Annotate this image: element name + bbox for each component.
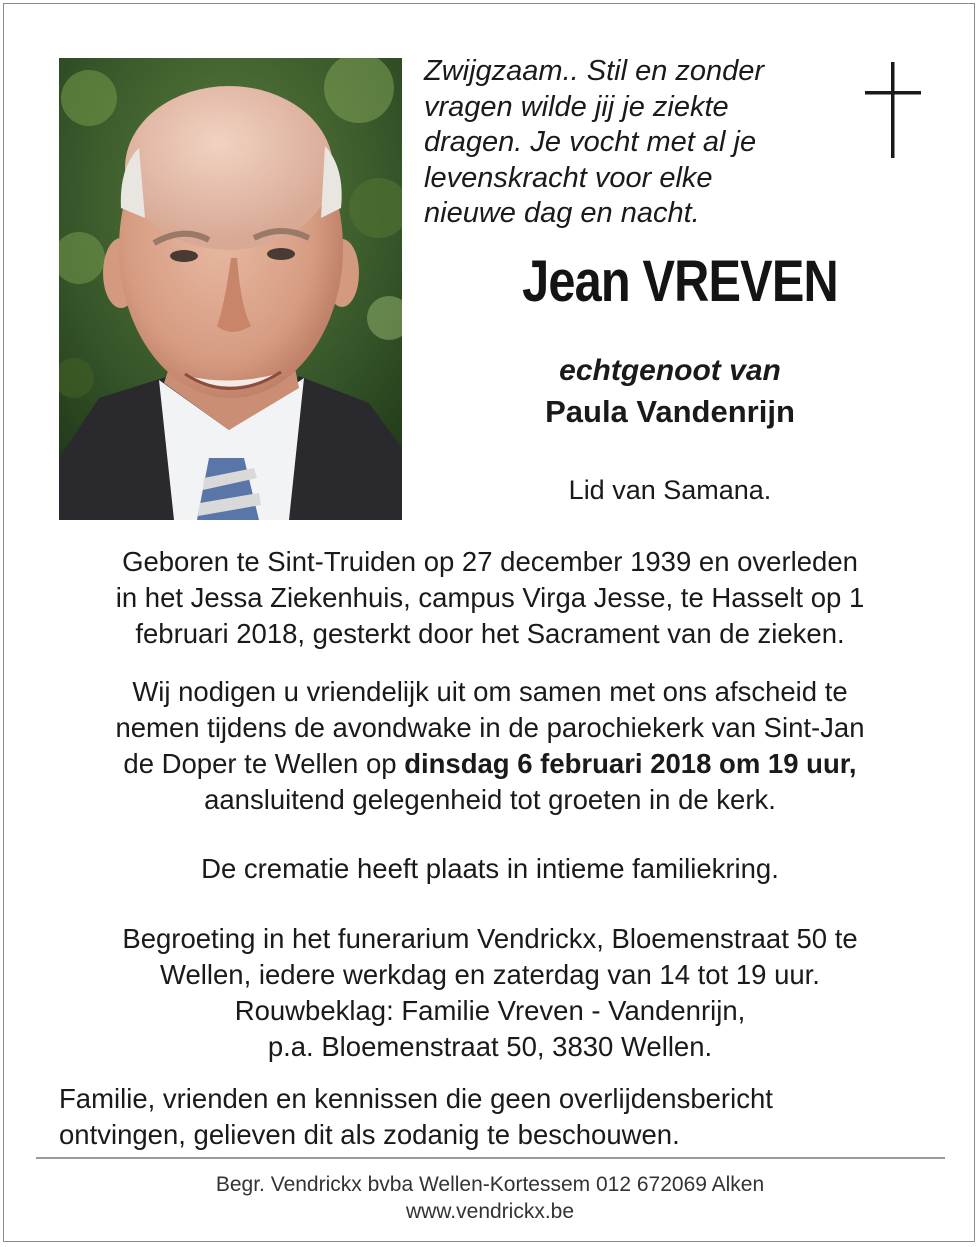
birth-death-line: in het Jessa Ziekenhuis, campus Virga Jesse, te Hasselt op 1 xyxy=(115,582,865,613)
portrait-illustration xyxy=(59,58,402,520)
wake-line: Wij nodigen u vriendelijk uit om samen met ons afscheid te xyxy=(132,676,848,707)
spouse-name: Paula Vandenrijn xyxy=(545,394,795,429)
deceased-name: Jean VREVEN xyxy=(522,249,838,314)
birth-death-line: februari 2018, gesterkt door het Sacrament van de zieken. xyxy=(135,618,845,649)
footer-divider xyxy=(36,1157,945,1159)
cross-icon xyxy=(862,62,924,158)
wake-line: aansluitend gelegenheid tot groeten in de kerk. xyxy=(204,784,776,815)
website-link[interactable]: www.vendrickx.be xyxy=(405,1200,575,1223)
visitation-paragraph xyxy=(30,921,950,1065)
wake-date: dinsdag 6 februari 2018 om 19 uur, xyxy=(404,748,857,779)
visitation-line: Begroeting in het funerarium Vendrickx, Bloemenstraat 50 te xyxy=(122,923,858,954)
portrait-photo xyxy=(59,58,402,520)
wake-paragraph xyxy=(30,674,950,818)
visitation-line: Wellen, iedere werkdag en zaterdag van 14 tot 19 uur. xyxy=(160,959,820,990)
undertaker-info: Begr. Vendrickx bvba Wellen-Kortessem 012 672069 Alken xyxy=(215,1173,765,1196)
notice-line: ontvingen, gelieven dit als zodanig te beschouwen. xyxy=(59,1119,680,1150)
poem-line: dragen. Je vocht met al je xyxy=(424,126,757,158)
wake-line xyxy=(30,746,950,782)
poem xyxy=(424,54,844,232)
membership: Lid van Samana. xyxy=(568,475,772,505)
visitation-line: Rouwbeklag: Familie Vreven - Vandenrijn, xyxy=(234,995,746,1026)
visitation-line: p.a. Bloemenstraat 50, 3830 Wellen. xyxy=(267,1031,713,1062)
poem-line: nieuwe dag en nacht. xyxy=(424,197,700,229)
poem-line: levenskracht voor elke xyxy=(424,161,713,194)
wake-line: nemen tijdens de avondwake in de parochiekerk van Sint-Jan xyxy=(115,712,865,743)
birth-death-paragraph xyxy=(30,544,950,652)
poem-line: Zwijgzaam.. Stil en zonder xyxy=(424,55,765,87)
cremation-text: De crematie heeft plaats in intieme familiekring. xyxy=(201,853,779,884)
notice-line: Familie, vrienden en kennissen die geen overlijdensbericht xyxy=(59,1083,773,1114)
poem-line: vragen wilde jij je ziekte xyxy=(424,90,729,123)
birth-death-line: Geboren te Sint-Truiden op 27 december 1939 en overleden xyxy=(122,546,858,577)
footer xyxy=(30,1171,950,1225)
wake-line-prefix: de Doper te Wellen op xyxy=(123,748,405,779)
spouse-label: echtgenoot van xyxy=(559,354,781,387)
notice-paragraph xyxy=(59,1081,939,1153)
